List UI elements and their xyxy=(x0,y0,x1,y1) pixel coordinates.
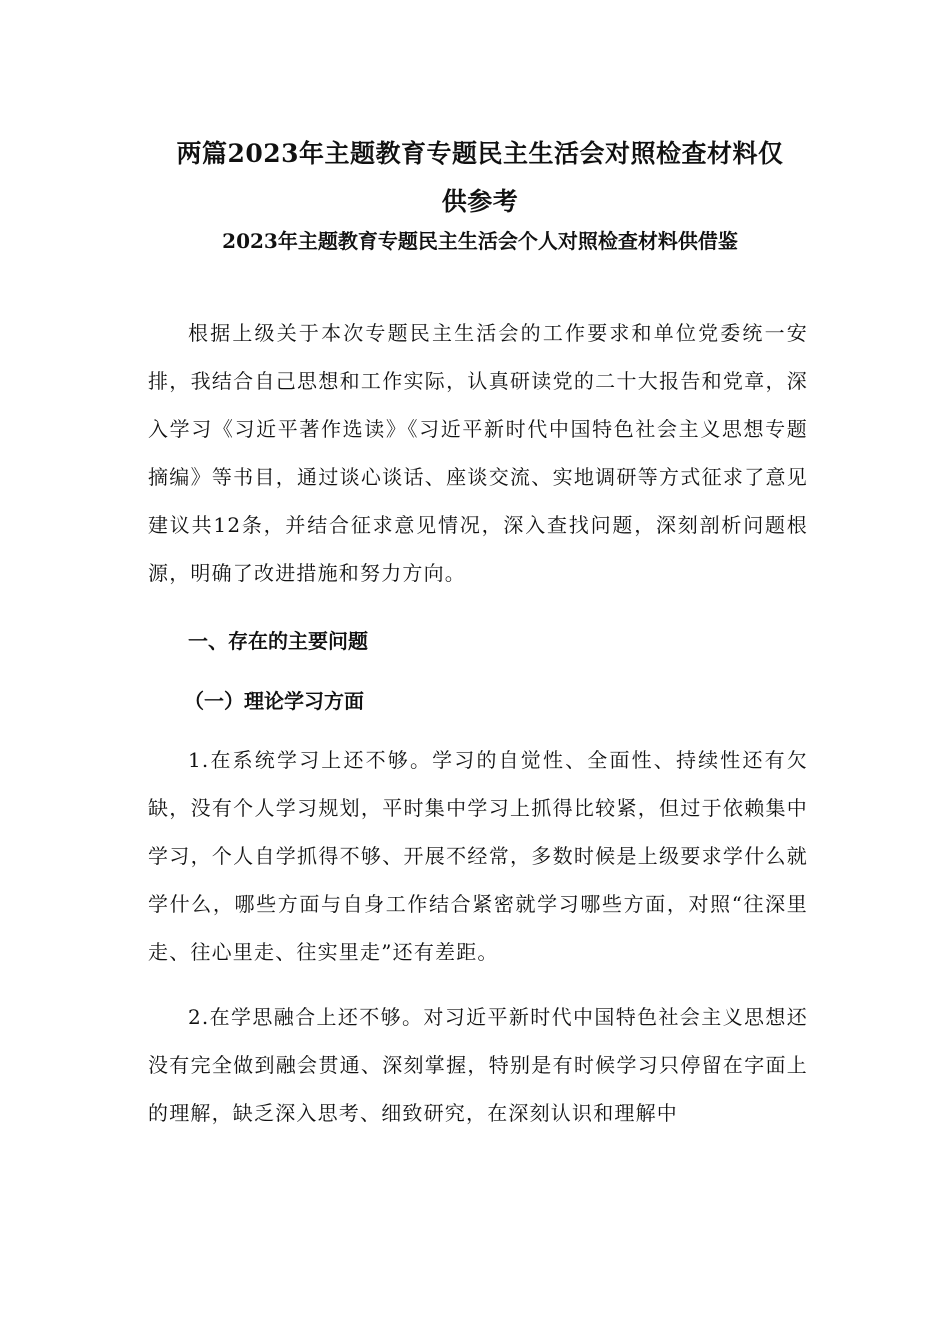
problem-item-1: 1.在系统学习上还不够。学习的自觉性、全面性、持续性还有欠缺，没有个人学习规划，平时集中学习上抓得比较紧，但过于依赖集中学习，个人自学抓得不够、开展不经常，多数时候是上级要求学什么就学什么，哪些方面与自身工作结合紧密就学习哪些方面，对照“往深里走、往心里走、往实里走”还有差距。 xyxy=(148,748,808,964)
subsection-heading: （一）理论学习方面 xyxy=(184,689,364,713)
document-subtitle: 2023年主题教育专题民主生活会个人对照检查材料供借鉴 xyxy=(222,229,738,253)
document-title-line2: 供参考 xyxy=(441,187,519,216)
problem-item-2: 2.在学思融合上还不够。对习近平新时代中国特色社会主义思想还没有完全做到融会贯通、深刻掌握，特别是有时候学习只停留在字面上的理解，缺乏深入思考、细致研究，在深刻认识和理解中 xyxy=(148,1005,808,1125)
section-heading: 一、存在的主要问题 xyxy=(188,629,368,653)
intro-paragraph: 根据上级关于本次专题民主生活会的工作要求和单位党委统一安排，我结合自己思想和工作实际，认真研读党的二十大报告和党章，深入学习《习近平著作选读》《习近平新时代中国特色社会主义思想专题摘编》等书目，通过谈心谈话、座谈交流、实地调研等方式征求了意见建议共12条，并结合征求意见情况，深入查找问题，深刻剖析问题根源，明确了改进措施和努力方向。 xyxy=(148,321,808,585)
document-title-line1: 两篇2023年主题教育专题民主生活会对照检查材料仅 xyxy=(176,139,784,168)
